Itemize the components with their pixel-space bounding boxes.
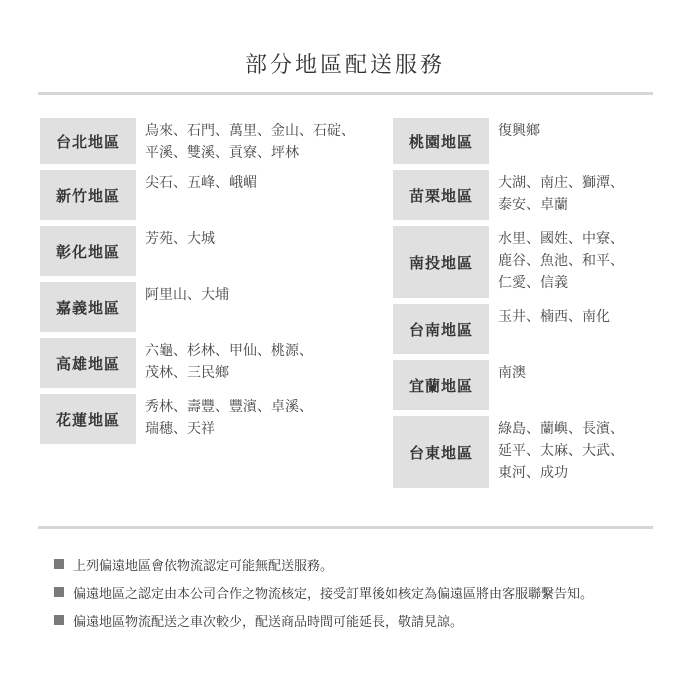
- bottom-divider: [38, 526, 653, 529]
- region-row-nantou: [393, 226, 653, 298]
- region-places: 六龜、杉林、甲仙、桃源、 茂林、三民鄉: [145, 343, 313, 381]
- note-item: [54, 606, 593, 634]
- region-label: 彰化地區: [40, 226, 136, 276]
- left-region-list: [40, 118, 375, 450]
- region-row-hsinchu: [40, 170, 375, 220]
- region-places: 大湖、南庄、獅潭、 泰安、卓蘭: [498, 175, 624, 213]
- region-label: 台東地區: [393, 416, 489, 488]
- region-label: 嘉義地區: [40, 282, 136, 332]
- region-places: 水里、國姓、中寮、 鹿谷、魚池、和平、 仁愛、信義: [498, 231, 624, 291]
- region-places: 南澳: [498, 365, 526, 381]
- region-row-yilan: [393, 360, 653, 410]
- region-places: 玉井、楠西、南化: [498, 309, 610, 325]
- square-bullet-icon: [54, 587, 64, 597]
- region-label: 新竹地區: [40, 170, 136, 220]
- region-places: 秀林、壽豐、豐濱、卓溪、 瑞穗、天祥: [145, 399, 313, 437]
- right-region-list: [393, 118, 653, 494]
- top-divider: [38, 92, 653, 95]
- region-places: 尖石、五峰、峨嵋: [145, 175, 257, 191]
- region-label: 苗栗地區: [393, 170, 489, 220]
- region-row-miaoli: [393, 170, 653, 220]
- region-label: 桃園地區: [393, 118, 489, 164]
- region-row-tainan: [393, 304, 653, 354]
- region-places: 芳苑、大城: [145, 231, 215, 247]
- region-row-changhua: [40, 226, 375, 276]
- note-item: [54, 578, 593, 606]
- region-row-hualien: [40, 394, 375, 444]
- region-label: 高雄地區: [40, 338, 136, 388]
- note-item: [54, 550, 593, 578]
- region-places: 烏來、石門、萬里、金山、石碇、 平溪、雙溪、貢寮、坪林: [145, 123, 355, 161]
- square-bullet-icon: [54, 559, 64, 569]
- region-row-chiayi: [40, 282, 375, 332]
- region-places: 阿里山、大埔: [145, 287, 229, 303]
- region-label: 台南地區: [393, 304, 489, 354]
- region-row-taoyuan: [393, 118, 653, 164]
- region-places: 綠島、蘭嶼、長濱、 延平、太麻、大武、 東河、成功: [498, 421, 624, 481]
- note-text: 偏遠地區物流配送之車次較少，配送商品時間可能延長，敬請見諒。: [73, 614, 464, 630]
- region-places: 復興鄉: [498, 123, 540, 139]
- region-label: 花蓮地區: [40, 394, 136, 444]
- region-label: 宜蘭地區: [393, 360, 489, 410]
- region-label: 台北地區: [40, 118, 136, 164]
- region-row-taipei: [40, 118, 375, 164]
- region-row-kaohsiung: [40, 338, 375, 388]
- square-bullet-icon: [54, 615, 64, 625]
- page-title: 部分地區配送服務: [244, 53, 445, 78]
- note-text: 偏遠地區之認定由本公司合作之物流核定，接受訂單後如核定為偏遠區將由客服聯繫告知。: [73, 586, 594, 602]
- note-text: 上列偏遠地區會依物流認定可能無配送服務。: [73, 558, 334, 574]
- region-label: 南投地區: [393, 226, 489, 298]
- region-row-taitung: [393, 416, 653, 488]
- notes-list: [54, 550, 593, 634]
